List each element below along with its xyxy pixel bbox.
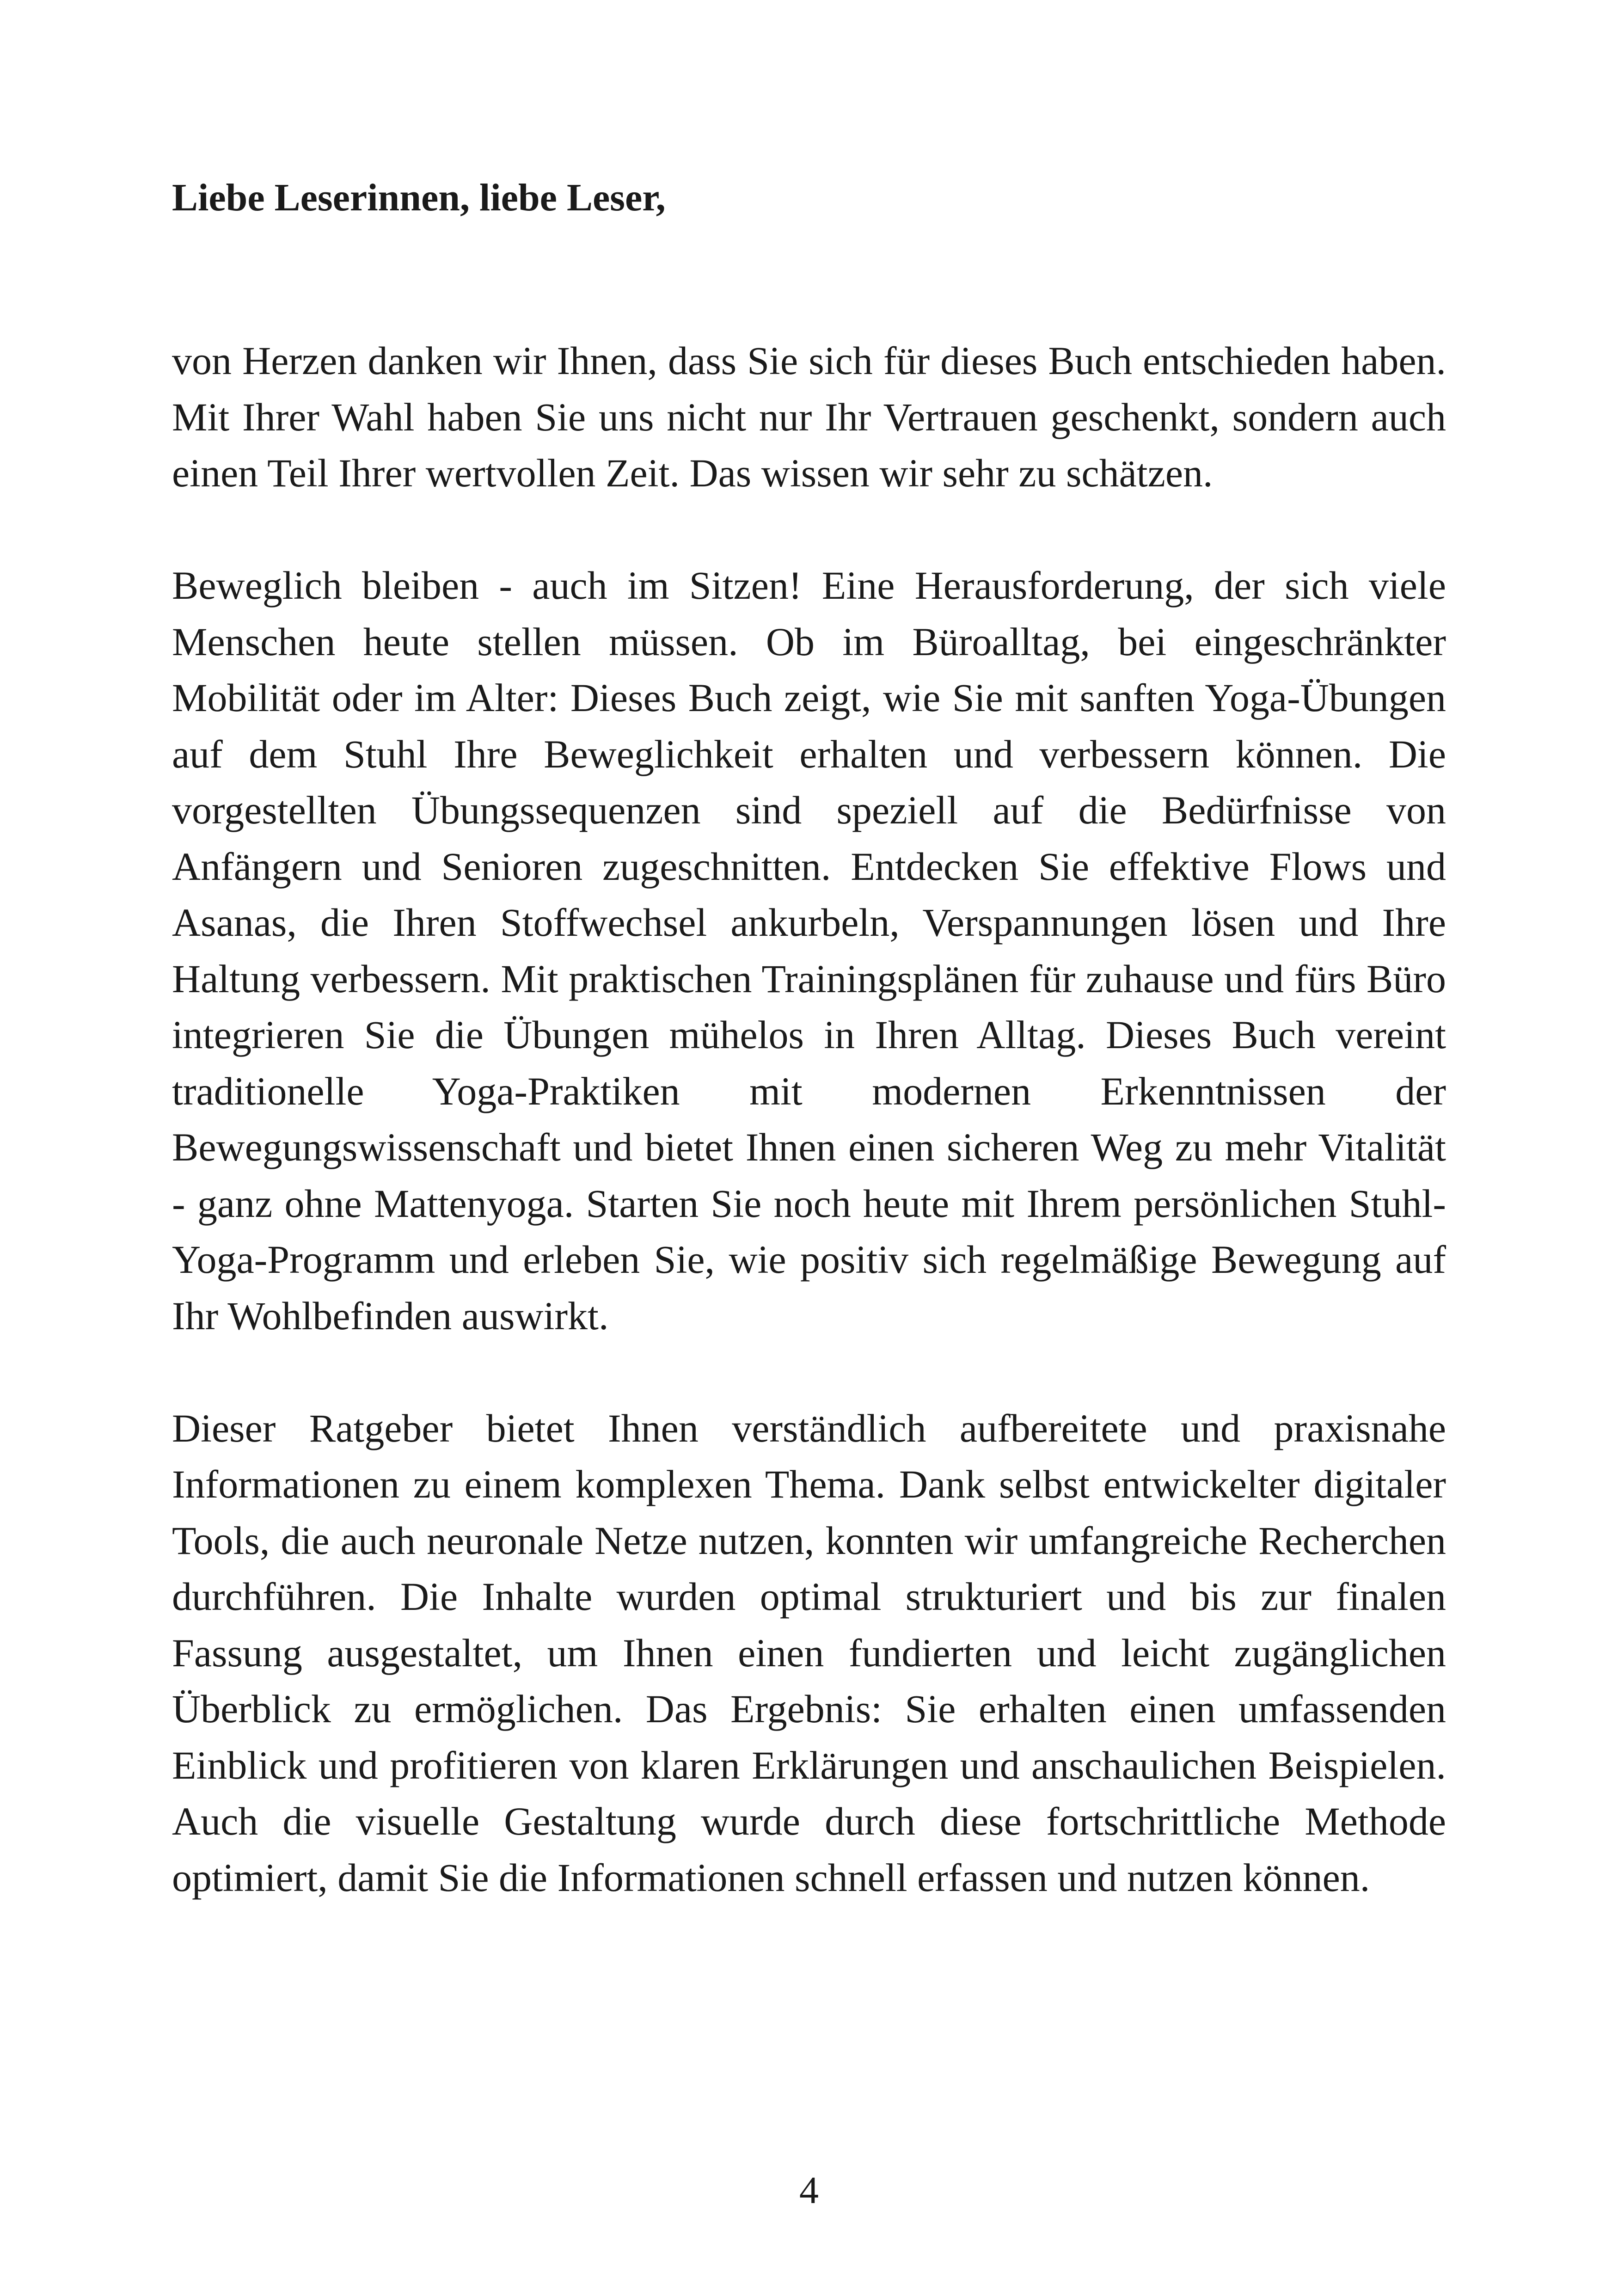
page-number: 4 <box>799 2169 819 2212</box>
paragraph-methodology: Dieser Ratgeber bietet Ihnen verständlich aufbereitete und praxisnahe Informationen zu einem komplexen Thema. Dank selbst entwickelter digitaler Tools, die auch neuronale Netze nutzen, konnten wir umfangreiche Recherchen durchführen. Die Inhalte wurden optimal strukturiert und bis zur finalen Fassung ausgestaltet, um Ihnen einen fundierten und leicht zugänglichen Überblick zu ermöglichen. Das Ergebnis: Sie erhalten einen umfassenden Einblick und profitieren von klaren Erklärungen und anschaulichen Beispielen. Auch die visuelle Gestaltung wurde durch diese fortschrittliche Methode optimiert, damit Sie die Informationen schnell erfassen und nutzen können. <box>172 1406 1446 1900</box>
paragraph-thanks: von Herzen danken wir Ihnen, dass Sie sich für dieses Buch entschieden haben. Mit Ihrer Wahl haben Sie uns nicht nur Ihr Vertrauen geschenkt, sondern auch einen Teil Ihrer wertvollen Zeit. Das wissen wir sehr zu schätzen. <box>172 338 1446 495</box>
paragraph-book-description: Beweglich bleiben - auch im Sitzen! Eine Herausforderung, der sich viele Menschen heute stellen müssen. Ob im Büroalltag, bei eingeschränkter Mobilität oder im Alter: Dieses Buch zeigt, wie Sie mit sanften Yoga-Übungen auf dem Stuhl Ihre Beweglichkeit erhalten und verbessern können. Die vorgestellten Übungssequenzen sind speziell auf die Bedürfnisse von Anfängern und Senioren zugeschnitten. Entdecken Sie effektive Flows und Asanas, die Ihren Stoffwechsel ankurbeln, Verspannungen lösen und Ihre Haltung verbessern. Mit praktischen Trainingsplänen für zuhause und fürs Büro integrieren Sie die Übungen mühelos in Ihren Alltag. Dieses Buch vereint traditionelle Yoga-Praktiken mit modernen Erkenntnissen der Bewegungswissenschaft und bietet Ihnen einen sicheren Weg zu mehr Vitalität - ganz ohne Mattenyoga. Starten Sie noch heute mit Ihrem persönlichen Stuhl-Yoga-Programm und erleben Sie, wie positiv sich regelmäßige Bewegung auf Ihr Wohlbefinden auswirkt. <box>172 563 1446 1338</box>
body-text <box>172 333 1446 1962</box>
salutation-heading: Liebe Leserinnen, liebe Leser, <box>172 176 666 219</box>
